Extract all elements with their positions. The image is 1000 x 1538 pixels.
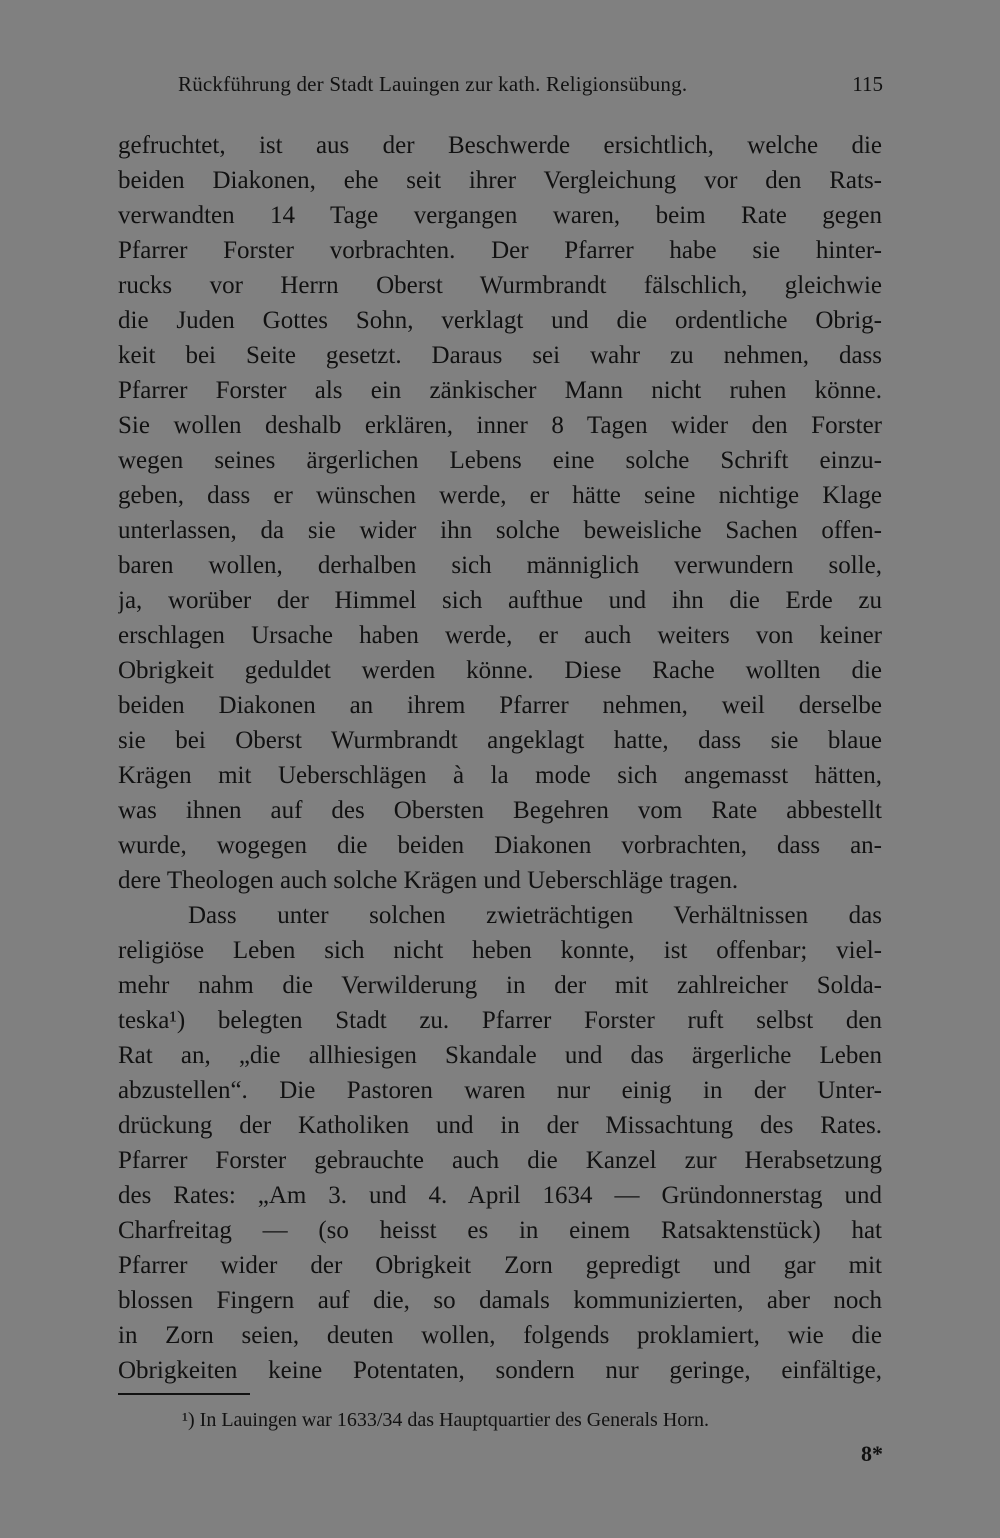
text-line: Dass unter solchen zwieträchtigen Verhältnissen das [188, 902, 882, 929]
text-line: blossen Fingern auf die, so damals kommunizierten, aber noch [118, 1287, 882, 1314]
text-line: in Zorn seien, deuten wollen, folgends proklamiert, wie die [118, 1322, 882, 1349]
text-line: verwandten 14 Tage vergangen waren, beim Rate gegen [118, 202, 882, 229]
text-line: was ihnen auf des Obersten Begehren vom Rate abbestellt [118, 797, 882, 824]
text-line: erschlagen Ursache haben werde, er auch weiters von keiner [118, 622, 882, 649]
running-title: Rückführung der Stadt Lauingen zur kath. Religionsübung. [178, 72, 688, 96]
text-line: geben, dass er wünschen werde, er hätte seine nichtige Klage [118, 482, 882, 509]
text-line: des Rates: „Am 3. und 4. April 1634 — Gründonnerstag und [118, 1182, 882, 1209]
text-line: baren wollen, derhalben sich männiglich verwundern solle, [118, 552, 882, 579]
text-line: dere Theologen auch solche Krägen und Ueberschläge tragen. [118, 867, 739, 894]
text-line: Obrigkeit geduldet werden könne. Diese Rache wollten die [118, 657, 882, 684]
text-line: Sie wollen deshalb erklären, inner 8 Tagen wider den Forster [118, 412, 882, 439]
text-line: abzustellen“. Die Pastoren waren nur einig in der Unter- [118, 1077, 882, 1104]
footnote: ¹) In Lauingen war 1633/34 das Hauptquartier des Generals Horn. [182, 1409, 709, 1431]
text-line: wegen seines ärgerlichen Lebens eine solche Schrift einzu- [118, 447, 882, 474]
text-line: Krägen mit Ueberschlägen à la mode sich angemasst hätten, [118, 762, 882, 789]
text-line: ja, worüber der Himmel sich aufthue und ihn die Erde zu [118, 587, 882, 614]
text-line: sie bei Oberst Wurmbrandt angeklagt hatte, dass sie blaue [118, 727, 882, 754]
text-line: beiden Diakonen an ihrem Pfarrer nehmen, weil derselbe [118, 692, 882, 719]
text-line: unterlassen, da sie wider ihn solche beweisliche Sachen offen- [118, 517, 882, 544]
text-line: gefruchtet, ist aus der Beschwerde ersichtlich, welche die [118, 132, 882, 159]
text-line: beiden Diakonen, ehe seit ihrer Vergleichung vor den Rats- [118, 167, 882, 194]
running-header [178, 68, 883, 100]
signature-mark: 8* [861, 1441, 883, 1466]
text-line: Pfarrer wider der Obrigkeit Zorn gepredigt und gar mit [118, 1252, 882, 1279]
text-line: keit bei Seite gesetzt. Daraus sei wahr zu nehmen, dass [118, 342, 882, 369]
text-line: teska¹) belegten Stadt zu. Pfarrer Forster ruft selbst den [118, 1007, 882, 1034]
text-line: religiöse Leben sich nicht heben konnte, ist offenbar; viel- [118, 937, 882, 964]
text-line: mehr nahm die Verwilderung in der mit zahlreicher Solda- [118, 972, 882, 999]
text-line: rucks vor Herrn Oberst Wurmbrandt fälschlich, gleichwie [118, 272, 882, 299]
text-line: die Juden Gottes Sohn, verklagt und die ordentliche Obrig- [118, 307, 882, 334]
text-line: Pfarrer Forster als ein zänkischer Mann nicht ruhen könne. [118, 377, 882, 404]
text-line: Charfreitag — (so heisst es in einem Ratsaktenstück) hat [118, 1217, 882, 1244]
text-line: drückung der Katholiken und in der Missachtung des Rates. [118, 1112, 882, 1139]
text-line: wurde, wogegen die beiden Diakonen vorbrachten, dass an- [118, 832, 882, 859]
page-number: 115 [852, 72, 883, 96]
text-line: Pfarrer Forster vorbrachten. Der Pfarrer habe sie hinter- [118, 237, 882, 264]
footnote-divider [118, 1393, 250, 1395]
text-line: Rat an, „die allhiesigen Skandale und das ärgerliche Leben [118, 1042, 882, 1069]
body-text [118, 128, 882, 1388]
text-line: Pfarrer Forster gebrauchte auch die Kanzel zur Herabsetzung [118, 1147, 882, 1174]
text-line: Obrigkeiten keine Potentaten, sondern nur geringe, einfältige, [118, 1357, 882, 1384]
